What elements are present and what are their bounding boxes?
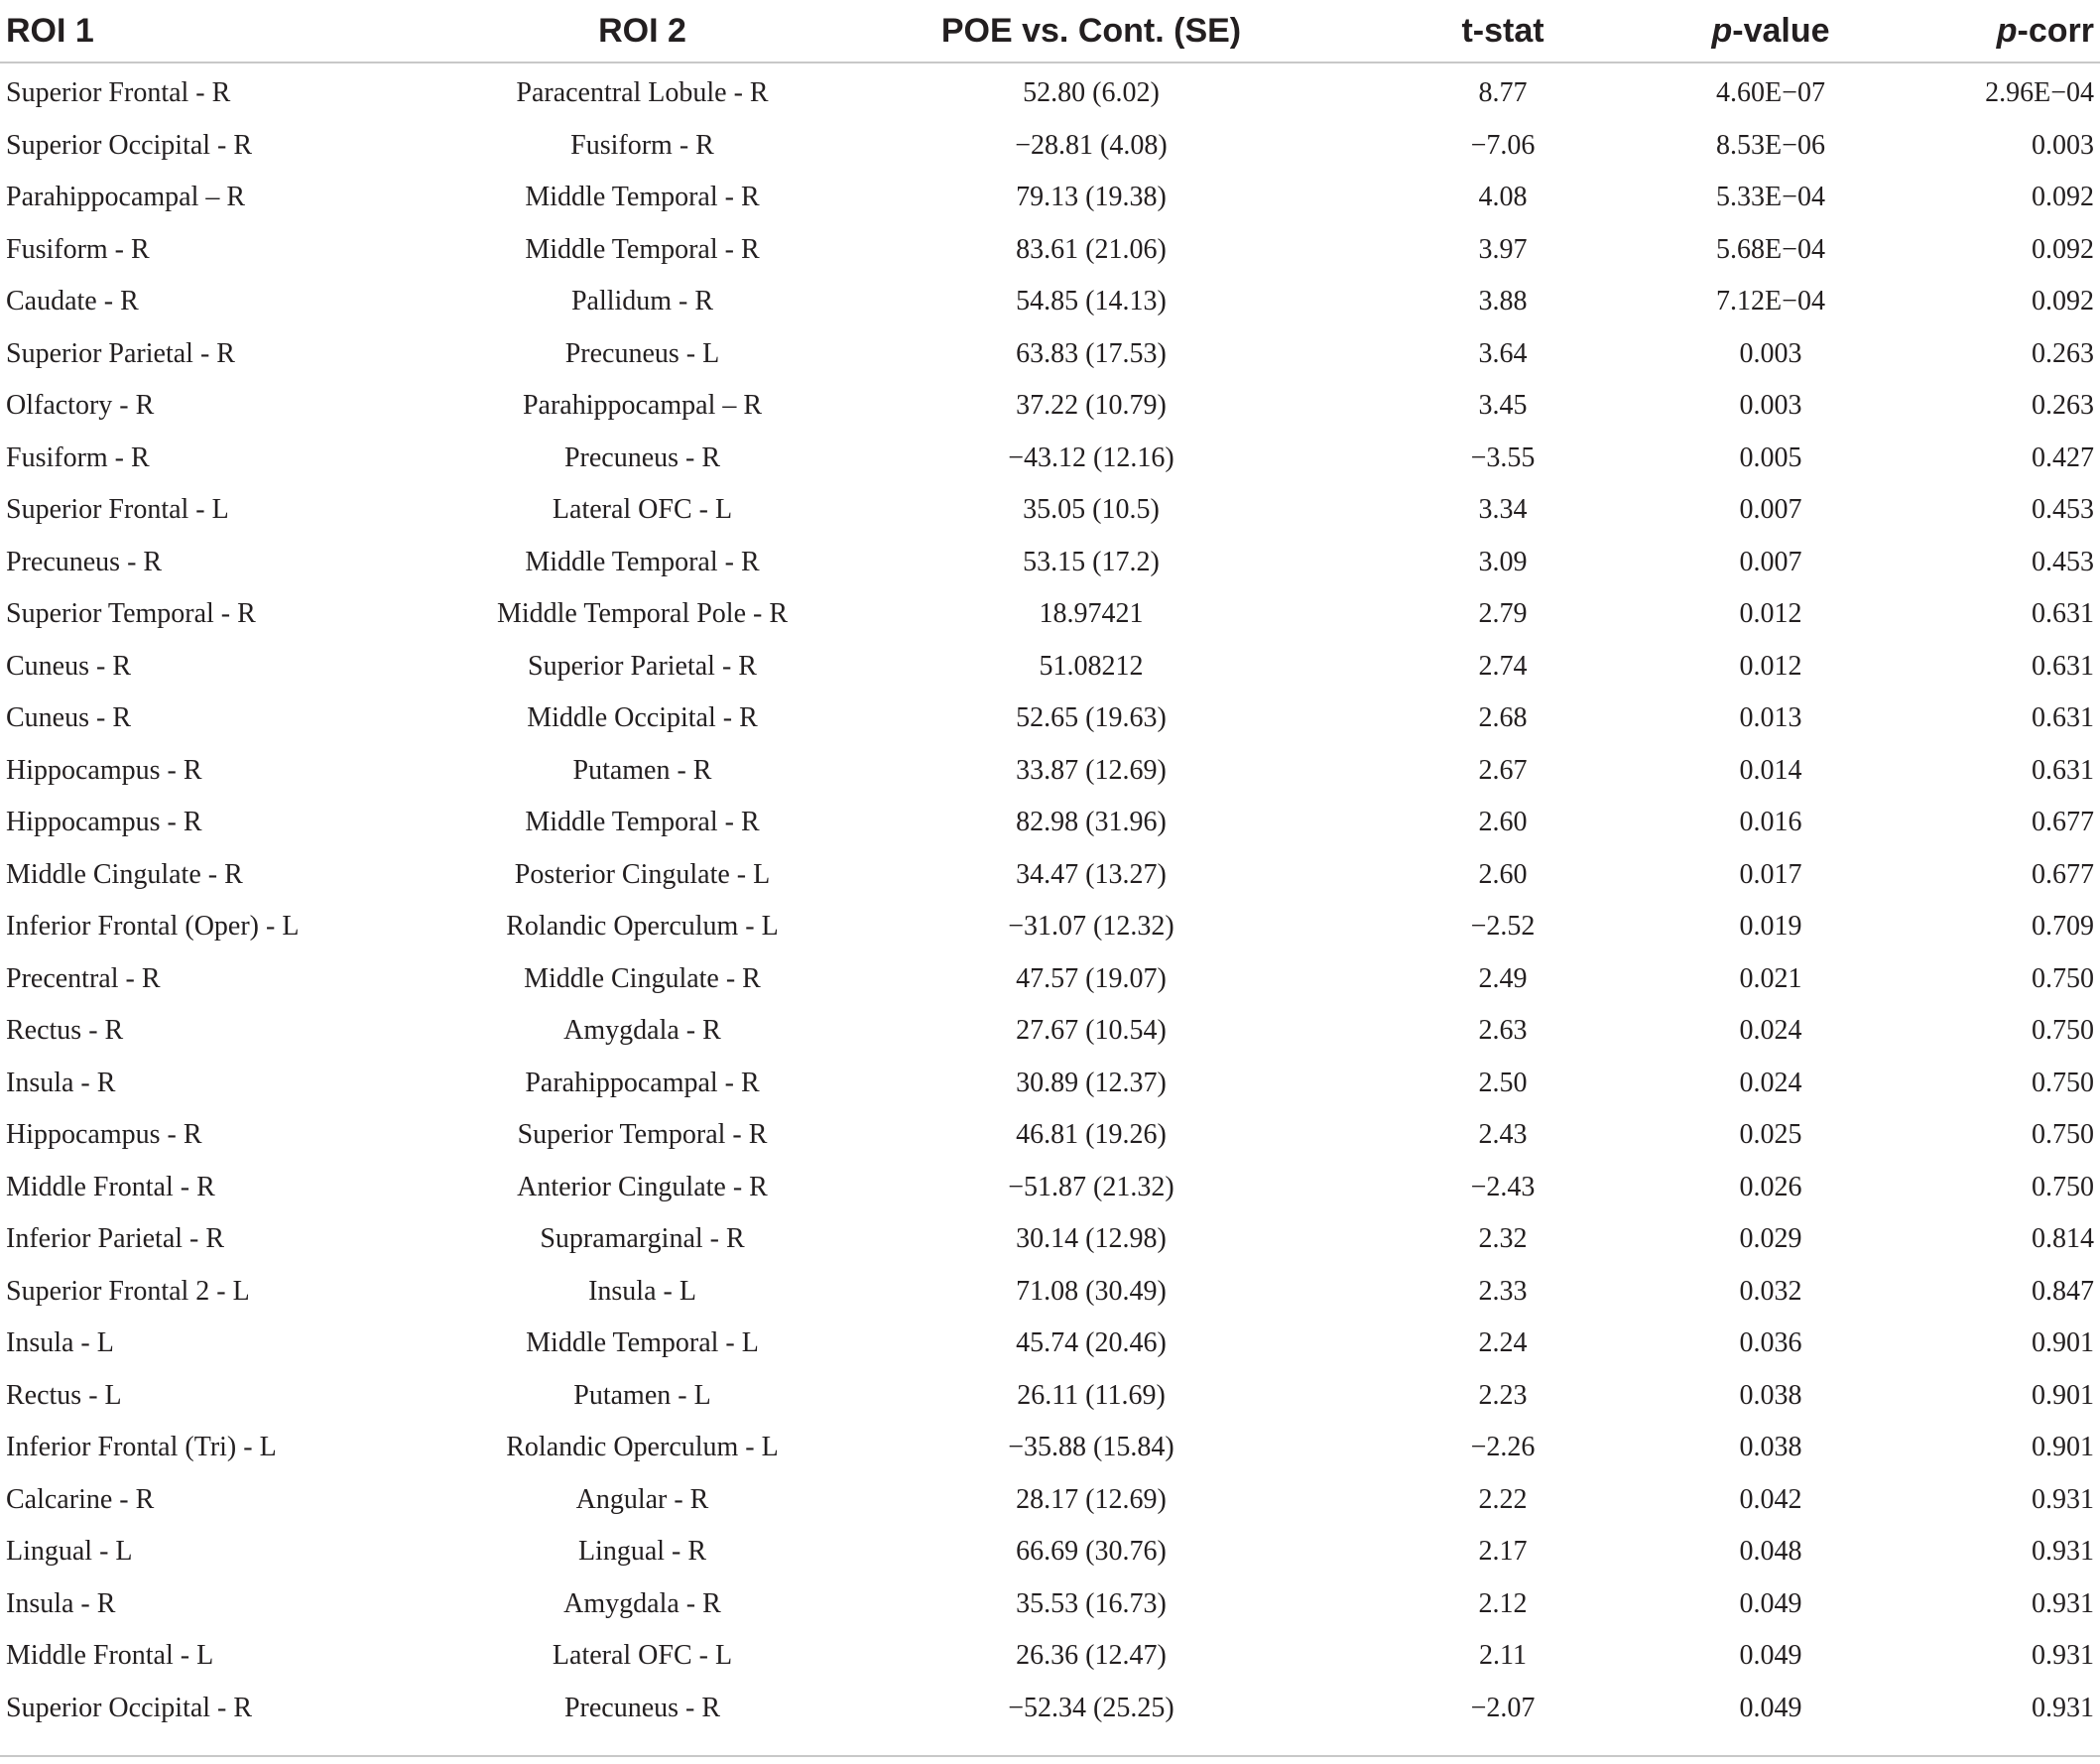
cell-pvalue: 0.049 bbox=[1739, 1640, 1802, 1672]
cell-roi2: Precuneus - L bbox=[564, 337, 720, 369]
cell-roi2: Lateral OFC - L bbox=[552, 494, 733, 526]
cell-roi1: Middle Frontal - L bbox=[6, 1640, 214, 1672]
cell-poe: 26.36 (12.47) bbox=[1016, 1640, 1167, 1672]
cell-roi2: Insula - L bbox=[588, 1275, 696, 1307]
cell-pvalue: 0.024 bbox=[1739, 1015, 1802, 1047]
header-poe: POE vs. Cont. (SE) bbox=[808, 0, 1374, 63]
cell-pvalue: 0.017 bbox=[1739, 858, 1802, 890]
cell-tstat: 3.45 bbox=[1478, 390, 1528, 422]
cell-poe: 83.61 (21.06) bbox=[1016, 233, 1167, 265]
cell-poe: 35.05 (10.5) bbox=[1023, 494, 1160, 526]
table-row bbox=[0, 849, 2100, 902]
cell-tstat: −2.43 bbox=[1470, 1171, 1536, 1202]
cell-pvalue: 0.013 bbox=[1739, 702, 1802, 734]
cell-tstat: 2.68 bbox=[1478, 702, 1528, 734]
cell-roi1: Cuneus - R bbox=[6, 702, 131, 734]
table-row bbox=[0, 1162, 2100, 1214]
header-roi1: ROI 1 bbox=[0, 0, 476, 63]
cell-roi1: Middle Frontal - R bbox=[6, 1171, 215, 1202]
cell-pcorr: 0.677 bbox=[2032, 807, 2094, 838]
cell-roi2: Middle Temporal - R bbox=[525, 546, 760, 577]
table-row bbox=[0, 1318, 2100, 1370]
cell-pcorr: 0.901 bbox=[2032, 1327, 2094, 1359]
cell-pcorr: 0.931 bbox=[2032, 1640, 2094, 1672]
cell-pcorr: 0.901 bbox=[2032, 1432, 2094, 1463]
table-row bbox=[0, 901, 2100, 953]
cell-poe: 37.22 (10.79) bbox=[1016, 390, 1167, 422]
cell-tstat: 2.22 bbox=[1478, 1483, 1528, 1515]
cell-poe: 28.17 (12.69) bbox=[1016, 1483, 1167, 1515]
header-tstat: t-stat bbox=[1374, 0, 1632, 63]
header-roi2: ROI 2 bbox=[476, 0, 808, 63]
cell-roi1: Parahippocampal – R bbox=[6, 182, 246, 213]
cell-poe: 34.47 (13.27) bbox=[1016, 858, 1167, 890]
cell-roi2: Lateral OFC - L bbox=[552, 1640, 733, 1672]
cell-roi2: Middle Occipital - R bbox=[527, 702, 758, 734]
cell-poe: 52.65 (19.63) bbox=[1016, 702, 1167, 734]
cell-roi2: Parahippocampal - R bbox=[525, 1067, 760, 1098]
cell-tstat: 2.60 bbox=[1478, 807, 1528, 838]
cell-pvalue: 0.038 bbox=[1739, 1432, 1802, 1463]
cell-pcorr: 0.453 bbox=[2032, 494, 2094, 526]
cell-poe: 33.87 (12.69) bbox=[1016, 754, 1167, 786]
cell-roi2: Middle Temporal - R bbox=[525, 233, 760, 265]
cell-tstat: 3.34 bbox=[1478, 494, 1528, 526]
cell-poe: 35.53 (16.73) bbox=[1016, 1587, 1167, 1619]
cell-tstat: −3.55 bbox=[1470, 441, 1536, 473]
cell-roi1: Insula - R bbox=[6, 1587, 116, 1619]
cell-pcorr: 0.750 bbox=[2032, 1171, 2094, 1202]
cell-poe: 54.85 (14.13) bbox=[1016, 286, 1167, 317]
table-row bbox=[0, 641, 2100, 693]
cell-roi1: Calcarine - R bbox=[6, 1483, 155, 1515]
table-row bbox=[0, 537, 2100, 589]
cell-pcorr: 0.631 bbox=[2032, 650, 2094, 682]
cell-poe: −28.81 (4.08) bbox=[1015, 129, 1168, 161]
cell-roi1: Hippocampus - R bbox=[6, 1119, 202, 1151]
cell-pcorr: 0.750 bbox=[2032, 1067, 2094, 1098]
table-row bbox=[0, 1109, 2100, 1162]
cell-pcorr: 0.931 bbox=[2032, 1483, 2094, 1515]
cell-pcorr: 0.901 bbox=[2032, 1379, 2094, 1411]
cell-poe: 79.13 (19.38) bbox=[1016, 182, 1167, 213]
cell-roi2: Superior Parietal - R bbox=[528, 650, 757, 682]
table-row bbox=[0, 328, 2100, 381]
table-row bbox=[0, 1213, 2100, 1266]
cell-tstat: 2.32 bbox=[1478, 1223, 1528, 1255]
cell-pcorr: 2.96E−04 bbox=[1985, 77, 2094, 109]
cell-pvalue: 0.025 bbox=[1739, 1119, 1802, 1151]
cell-tstat: 2.60 bbox=[1478, 858, 1528, 890]
table-row bbox=[0, 953, 2100, 1006]
table-row bbox=[0, 745, 2100, 798]
bottom-rule bbox=[0, 1755, 2100, 1757]
table-row bbox=[0, 1005, 2100, 1058]
cell-roi1: Insula - L bbox=[6, 1327, 114, 1359]
cell-roi2: Pallidum - R bbox=[570, 286, 714, 317]
cell-roi1: Insula - R bbox=[6, 1067, 116, 1098]
cell-pcorr: 0.263 bbox=[2032, 390, 2094, 422]
table-row bbox=[0, 380, 2100, 433]
cell-pvalue: 0.038 bbox=[1739, 1379, 1802, 1411]
cell-roi1: Precuneus - R bbox=[6, 546, 163, 577]
cell-tstat: 2.63 bbox=[1478, 1015, 1528, 1047]
cell-poe: 52.80 (6.02) bbox=[1023, 77, 1160, 109]
cell-roi2: Fusiform - R bbox=[570, 129, 714, 161]
cell-roi2: Putamen - R bbox=[572, 754, 712, 786]
table-row bbox=[0, 797, 2100, 849]
cell-roi1: Superior Occipital - R bbox=[6, 1692, 253, 1723]
cell-tstat: 3.97 bbox=[1478, 233, 1528, 265]
cell-tstat: 3.88 bbox=[1478, 286, 1528, 317]
cell-poe: 30.89 (12.37) bbox=[1016, 1067, 1167, 1098]
cell-tstat: 2.17 bbox=[1478, 1536, 1528, 1568]
cell-roi2: Anterior Cingulate - R bbox=[517, 1171, 768, 1202]
cell-pvalue: 0.012 bbox=[1739, 650, 1802, 682]
cell-roi2: Paracentral Lobule - R bbox=[516, 77, 769, 109]
cell-poe: −43.12 (12.16) bbox=[1008, 441, 1174, 473]
cell-roi1: Superior Frontal 2 - L bbox=[6, 1275, 250, 1307]
header-row bbox=[0, 0, 2100, 63]
cell-pvalue: 0.003 bbox=[1739, 390, 1802, 422]
cell-roi2: Precuneus - R bbox=[563, 1692, 721, 1723]
header-pcorr-p: p bbox=[1996, 11, 2018, 50]
cell-poe: 63.83 (17.53) bbox=[1016, 337, 1167, 369]
table-row bbox=[0, 1474, 2100, 1527]
cell-tstat: 2.23 bbox=[1478, 1379, 1528, 1411]
table-row bbox=[0, 1422, 2100, 1474]
cell-roi2: Middle Temporal Pole - R bbox=[496, 598, 789, 630]
cell-pvalue: 0.016 bbox=[1739, 807, 1802, 838]
cell-roi2: Amygdala - R bbox=[563, 1587, 721, 1619]
cell-poe: −52.34 (25.25) bbox=[1008, 1692, 1174, 1723]
cell-poe: 30.14 (12.98) bbox=[1016, 1223, 1167, 1255]
cell-roi1: Hippocampus - R bbox=[6, 754, 202, 786]
cell-roi2: Middle Temporal - R bbox=[525, 807, 760, 838]
cell-pcorr: 0.814 bbox=[2032, 1223, 2094, 1255]
cell-roi2: Middle Temporal - R bbox=[525, 182, 760, 213]
cell-tstat: −7.06 bbox=[1470, 129, 1536, 161]
cell-pcorr: 0.709 bbox=[2032, 911, 2094, 943]
cell-tstat: 8.77 bbox=[1478, 77, 1528, 109]
cell-roi2: Posterior Cingulate - L bbox=[514, 858, 771, 890]
cell-roi1: Superior Occipital - R bbox=[6, 129, 253, 161]
cell-tstat: 2.50 bbox=[1478, 1067, 1528, 1098]
table-row bbox=[0, 693, 2100, 745]
cell-tstat: 3.09 bbox=[1478, 546, 1528, 577]
cell-poe: −35.88 (15.84) bbox=[1008, 1432, 1174, 1463]
header-pcorr-rest: -corr bbox=[2017, 11, 2094, 50]
cell-roi1: Rectus - R bbox=[6, 1015, 124, 1047]
cell-roi2: Angular - R bbox=[575, 1483, 709, 1515]
table-header bbox=[0, 0, 2100, 63]
cell-roi1: Middle Cingulate - R bbox=[6, 858, 243, 890]
table-row bbox=[0, 588, 2100, 641]
table-row bbox=[0, 224, 2100, 277]
header-pvalue-rest: -value bbox=[1732, 11, 1830, 50]
table-row bbox=[0, 63, 2100, 120]
cell-tstat: 2.67 bbox=[1478, 754, 1528, 786]
cell-pvalue: 0.029 bbox=[1739, 1223, 1802, 1255]
cell-roi1: Hippocampus - R bbox=[6, 807, 202, 838]
cell-pcorr: 0.931 bbox=[2032, 1692, 2094, 1723]
cell-roi2: Middle Temporal - L bbox=[526, 1327, 759, 1359]
cell-poe: 46.81 (19.26) bbox=[1016, 1119, 1167, 1151]
cell-roi2: Parahippocampal – R bbox=[522, 390, 763, 422]
cell-roi1: Cuneus - R bbox=[6, 650, 131, 682]
table-row bbox=[0, 276, 2100, 328]
cell-pcorr: 0.092 bbox=[2032, 182, 2094, 213]
header-pvalue-p: p bbox=[1711, 11, 1733, 50]
cell-tstat: −2.07 bbox=[1470, 1692, 1536, 1723]
cell-pvalue: 0.005 bbox=[1739, 441, 1802, 473]
cell-pvalue: 0.049 bbox=[1739, 1692, 1802, 1723]
cell-pvalue: 0.003 bbox=[1739, 337, 1802, 369]
cell-pcorr: 0.750 bbox=[2032, 1119, 2094, 1151]
header-pvalue bbox=[1632, 0, 1910, 63]
cell-tstat: −2.52 bbox=[1470, 911, 1536, 943]
table-row bbox=[0, 1266, 2100, 1319]
cell-tstat: 2.43 bbox=[1478, 1119, 1528, 1151]
cell-roi2: Supramarginal - R bbox=[540, 1223, 745, 1255]
cell-pvalue: 0.019 bbox=[1739, 911, 1802, 943]
cell-tstat: 2.33 bbox=[1478, 1275, 1528, 1307]
cell-roi1: Olfactory - R bbox=[6, 390, 155, 422]
cell-roi2: Putamen - L bbox=[573, 1379, 711, 1411]
cell-roi1: Precentral - R bbox=[6, 962, 161, 994]
cell-pcorr: 0.631 bbox=[2032, 754, 2094, 786]
cell-pcorr: 0.427 bbox=[2032, 441, 2094, 473]
cell-poe: −31.07 (12.32) bbox=[1008, 911, 1174, 943]
cell-roi1: Superior Frontal - L bbox=[6, 494, 229, 526]
cell-roi1: Rectus - L bbox=[6, 1379, 122, 1411]
cell-tstat: 2.79 bbox=[1478, 598, 1528, 630]
cell-roi2: Rolandic Operculum - L bbox=[506, 1432, 779, 1463]
cell-roi1: Inferior Frontal (Oper) - L bbox=[6, 911, 300, 943]
cell-tstat: 2.11 bbox=[1479, 1640, 1527, 1672]
cell-poe: 51.08212 bbox=[1039, 650, 1144, 682]
cell-roi2: Precuneus - R bbox=[563, 441, 721, 473]
cell-roi2: Superior Temporal - R bbox=[517, 1119, 768, 1151]
cell-pcorr: 0.092 bbox=[2032, 233, 2094, 265]
cell-tstat: 2.12 bbox=[1478, 1587, 1528, 1619]
cell-pvalue: 5.68E−04 bbox=[1716, 233, 1825, 265]
cell-pcorr: 0.750 bbox=[2032, 1015, 2094, 1047]
cell-pvalue: 0.048 bbox=[1739, 1536, 1802, 1568]
cell-pvalue: 0.021 bbox=[1739, 962, 1802, 994]
cell-pvalue: 0.042 bbox=[1739, 1483, 1802, 1515]
table-row bbox=[0, 120, 2100, 173]
cell-poe: 47.57 (19.07) bbox=[1016, 962, 1167, 994]
table-row bbox=[0, 1526, 2100, 1578]
cell-pvalue: 0.007 bbox=[1739, 494, 1802, 526]
cell-pcorr: 0.931 bbox=[2032, 1536, 2094, 1568]
cell-tstat: 2.49 bbox=[1478, 962, 1528, 994]
cell-pcorr: 0.092 bbox=[2032, 286, 2094, 317]
cell-pvalue: 0.032 bbox=[1739, 1275, 1802, 1307]
cell-roi1: Superior Parietal - R bbox=[6, 337, 235, 369]
cell-poe: 27.67 (10.54) bbox=[1016, 1015, 1167, 1047]
cell-roi1: Inferior Frontal (Tri) - L bbox=[6, 1432, 277, 1463]
cell-poe: 18.97421 bbox=[1039, 598, 1144, 630]
cell-pcorr: 0.750 bbox=[2032, 962, 2094, 994]
cell-tstat: 2.24 bbox=[1478, 1327, 1528, 1359]
cell-pvalue: 0.007 bbox=[1739, 546, 1802, 577]
cell-pcorr: 0.931 bbox=[2032, 1587, 2094, 1619]
cell-poe: 71.08 (30.49) bbox=[1016, 1275, 1167, 1307]
table-row bbox=[0, 1370, 2100, 1423]
table-body bbox=[0, 63, 2100, 1734]
table-row bbox=[0, 1630, 2100, 1683]
cell-pcorr: 0.003 bbox=[2032, 129, 2094, 161]
cell-roi2: Middle Cingulate - R bbox=[524, 962, 761, 994]
cell-pcorr: 0.631 bbox=[2032, 598, 2094, 630]
cell-poe: 45.74 (20.46) bbox=[1016, 1327, 1167, 1359]
cell-roi1: Caudate - R bbox=[6, 286, 139, 317]
table-row bbox=[0, 484, 2100, 537]
cell-pvalue: 7.12E−04 bbox=[1716, 286, 1825, 317]
cell-roi1: Superior Frontal - R bbox=[6, 77, 231, 109]
cell-tstat: −2.26 bbox=[1470, 1432, 1536, 1463]
cell-roi2: Rolandic Operculum - L bbox=[506, 911, 779, 943]
cell-roi2: Amygdala - R bbox=[563, 1015, 721, 1047]
cell-tstat: 2.74 bbox=[1478, 650, 1528, 682]
cell-poe: 66.69 (30.76) bbox=[1016, 1536, 1167, 1568]
cell-pcorr: 0.453 bbox=[2032, 546, 2094, 577]
cell-pvalue: 0.024 bbox=[1739, 1067, 1802, 1098]
cell-pvalue: 0.026 bbox=[1739, 1171, 1802, 1202]
cell-roi1: Superior Temporal - R bbox=[6, 598, 256, 630]
cell-roi1: Fusiform - R bbox=[6, 233, 150, 265]
cell-pvalue: 0.049 bbox=[1739, 1587, 1802, 1619]
header-pcorr bbox=[1910, 0, 2100, 63]
cell-pvalue: 4.60E−07 bbox=[1716, 77, 1825, 109]
cell-pcorr: 0.631 bbox=[2032, 702, 2094, 734]
cell-roi2: Lingual - R bbox=[577, 1536, 707, 1568]
cell-tstat: 4.08 bbox=[1478, 182, 1528, 213]
cell-poe: 26.11 (11.69) bbox=[1017, 1379, 1166, 1411]
cell-roi1: Lingual - L bbox=[6, 1536, 133, 1568]
table-row bbox=[0, 1578, 2100, 1631]
cell-pcorr: 0.677 bbox=[2032, 858, 2094, 890]
cell-tstat: 3.64 bbox=[1478, 337, 1528, 369]
cell-pcorr: 0.263 bbox=[2032, 337, 2094, 369]
cell-poe: −51.87 (21.32) bbox=[1008, 1171, 1174, 1202]
table-row bbox=[0, 433, 2100, 485]
cell-pvalue: 0.012 bbox=[1739, 598, 1802, 630]
cell-poe: 82.98 (31.96) bbox=[1016, 807, 1167, 838]
cell-poe: 53.15 (17.2) bbox=[1023, 546, 1160, 577]
cell-pcorr: 0.847 bbox=[2032, 1275, 2094, 1307]
cell-roi1: Fusiform - R bbox=[6, 441, 150, 473]
cell-pvalue: 5.33E−04 bbox=[1716, 182, 1825, 213]
table-row bbox=[0, 1058, 2100, 1110]
table-row bbox=[0, 172, 2100, 224]
table-row bbox=[0, 1683, 2100, 1735]
cell-pvalue: 0.014 bbox=[1739, 754, 1802, 786]
cell-roi1: Inferior Parietal - R bbox=[6, 1223, 225, 1255]
cell-pvalue: 0.036 bbox=[1739, 1327, 1802, 1359]
cell-pvalue: 8.53E−06 bbox=[1716, 129, 1825, 161]
